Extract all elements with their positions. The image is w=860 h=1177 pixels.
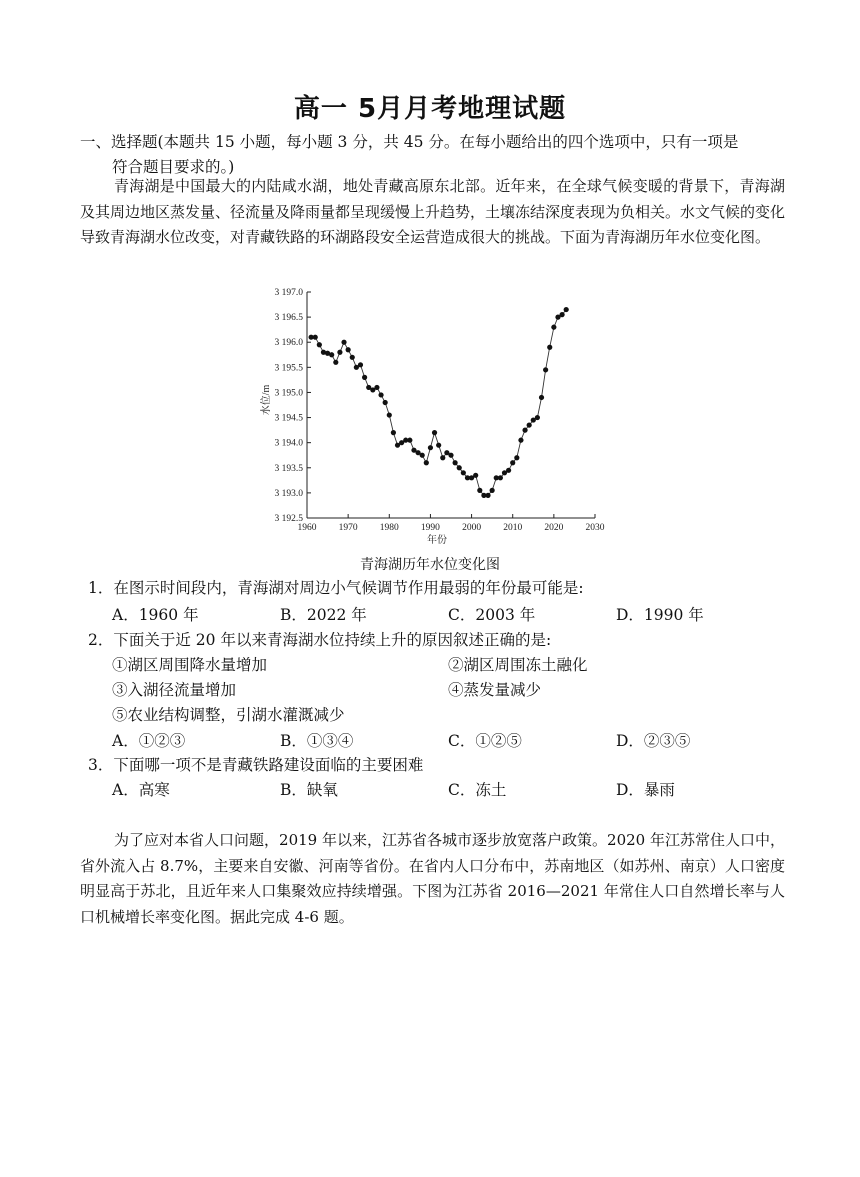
- data-point-1966: [329, 352, 334, 357]
- y-tick-label: 3 192.5: [274, 514, 303, 524]
- q2-option-b: B．①③④: [280, 732, 354, 750]
- data-point-2004: [485, 493, 490, 498]
- y-tick-label: 3 193.0: [274, 488, 303, 499]
- water-level-line: [311, 310, 566, 496]
- x-tick-label: 1980: [379, 523, 399, 533]
- data-point-1967: [333, 360, 338, 365]
- x-tick-label: 1960: [297, 523, 317, 533]
- data-point-1988: [420, 453, 425, 458]
- data-point-2001: [473, 473, 478, 478]
- q2-statement-1: ①湖区周围降水量增加: [112, 656, 268, 674]
- q2-statement-3: ③入湖径流量增加: [112, 681, 237, 699]
- passage-jiangsu-population: 为了应对本省人口问题，2019 年以来，江苏省各城市逐步放宽落户政策。2020 年江苏常住人口中，省外流入占 8.7%，主要来自安徽、河南等省份。在省内人口分布中，苏南地区（如苏州、南京）人口密度明显高于苏北，且近年来人口集聚效应持续增强。下图为江苏省 2016—2021 年常住人口自然增长率与人口机械增长率变化图。据此完成 4-6 题。: [80, 831, 785, 926]
- data-point-2011: [514, 455, 519, 460]
- x-tick-label: 2010: [503, 523, 523, 533]
- data-point-1962: [313, 335, 318, 340]
- passage-qinghai-lake: 青海湖是中国最大的内陆咸水湖，地处青藏高原东北部。近年来，在全球气候变暖的背景下，青海湖及其周边地区蒸发量、径流量及降雨量都呈现缓慢上升趋势，土壤冻结深度表现为负相关。水文气候的变化导致青海湖水位改变，对青藏铁路的环湖路段安全运营造成很大的挑战。下面为青海湖历年水位变化图。: [80, 177, 786, 246]
- question-2-stem: 2．下面关于近 20 年以来青海湖水位持续上升的原因叙述正确的是:: [88, 631, 552, 649]
- data-point-1998: [461, 470, 466, 475]
- q2-option-d: D．②③⑤: [616, 732, 691, 750]
- data-point-1974: [362, 375, 367, 380]
- data-point-2010: [510, 460, 515, 465]
- q3-option-d: D．暴雨: [616, 781, 675, 799]
- question-1-stem: 1．在图示时间段内，青海湖对周边小气候调节作用最弱的年份最可能是:: [88, 579, 584, 597]
- x-axis-label: 年份: [427, 535, 447, 546]
- data-point-1997: [457, 465, 462, 470]
- x-tick-label: 2000: [462, 523, 482, 533]
- q2-option-c: C．①②⑤: [448, 732, 522, 750]
- data-point-1990: [428, 445, 433, 450]
- q1-option-b: B．2022 年: [280, 606, 367, 624]
- data-point-2005: [490, 488, 495, 493]
- page-title: 高一 5月月考地理试题: [293, 94, 567, 124]
- y-tick-label: 3 196.0: [274, 338, 303, 349]
- y-tick-label: 3 197.0: [274, 288, 303, 298]
- data-point-1985: [407, 438, 412, 443]
- data-point-1969: [341, 340, 346, 345]
- x-tick-label: 1970: [338, 523, 358, 533]
- data-point-1993: [440, 455, 445, 460]
- data-point-1971: [350, 355, 355, 360]
- q1-option-d: D．1990 年: [616, 606, 704, 624]
- q3-option-c: C．冻土: [448, 781, 507, 799]
- q2-statement-2: ②湖区周围冻土融化: [448, 656, 588, 674]
- data-point-2019: [547, 345, 552, 350]
- chart-series: [309, 307, 569, 498]
- data-point-1977: [374, 385, 379, 390]
- data-point-1979: [383, 400, 388, 405]
- section-heading-line2: 符合题目要求的。): [112, 158, 235, 176]
- data-point-1991: [432, 430, 437, 435]
- x-tick-label: 2030: [585, 523, 605, 533]
- q1-option-c: C．2003 年: [448, 606, 536, 624]
- data-point-1989: [424, 460, 429, 465]
- y-axis-label: 水位/m: [261, 384, 272, 416]
- data-point-2002: [477, 488, 482, 493]
- figure-caption: 青海湖历年水位变化图: [360, 557, 500, 573]
- data-point-1968: [337, 350, 342, 355]
- x-tick-label: 1990: [420, 523, 440, 533]
- data-point-2013: [522, 428, 527, 433]
- data-point-2009: [506, 468, 511, 473]
- y-tick-label: 3 193.5: [274, 463, 303, 474]
- q1-option-a: A．1960 年: [112, 606, 199, 624]
- y-tick-label: 3 194.5: [274, 413, 303, 424]
- section-heading-line1: 一、选择题(本题共 15 小题，每小题 3 分，共 45 分。在每小题给出的四个选项中，只有一项是: [80, 133, 739, 151]
- data-point-2012: [518, 438, 523, 443]
- data-point-1981: [391, 430, 396, 435]
- data-point-1963: [317, 342, 322, 347]
- data-point-2020: [551, 325, 556, 330]
- data-point-1980: [387, 412, 392, 417]
- data-point-1978: [378, 392, 383, 397]
- q2-statement-5: ⑤农业结构调整，引湖水灌溉减少: [112, 706, 345, 724]
- data-point-2022: [559, 312, 564, 317]
- water-level-chart-svg: [255, 284, 605, 550]
- data-point-2007: [498, 475, 503, 480]
- data-point-2023: [564, 307, 569, 312]
- x-tick-label: 2020: [544, 523, 564, 533]
- y-tick-label: 3 194.0: [274, 438, 303, 449]
- question-3-stem: 3．下面哪一项不是青藏铁路建设面临的主要困难: [88, 756, 424, 774]
- data-point-2018: [543, 367, 548, 372]
- data-point-2014: [527, 422, 532, 427]
- data-point-1973: [358, 362, 363, 367]
- data-point-2017: [539, 395, 544, 400]
- q2-statement-4: ④蒸发量减少: [448, 681, 542, 699]
- section-heading: [80, 130, 785, 180]
- y-tick-label: 3 195.5: [274, 363, 303, 374]
- data-point-1996: [453, 460, 458, 465]
- data-point-1970: [346, 347, 351, 352]
- data-point-1992: [436, 443, 441, 448]
- q3-option-b: B．缺氧: [280, 781, 338, 799]
- y-tick-label: 3 196.5: [274, 313, 303, 324]
- y-tick-label: 3 195.0: [274, 388, 303, 399]
- water-level-chart: [255, 284, 605, 550]
- data-point-2016: [535, 415, 540, 420]
- data-point-1995: [448, 453, 453, 458]
- q3-option-a: A．高寒: [112, 781, 170, 799]
- q2-option-a: A．①②③: [112, 732, 186, 750]
